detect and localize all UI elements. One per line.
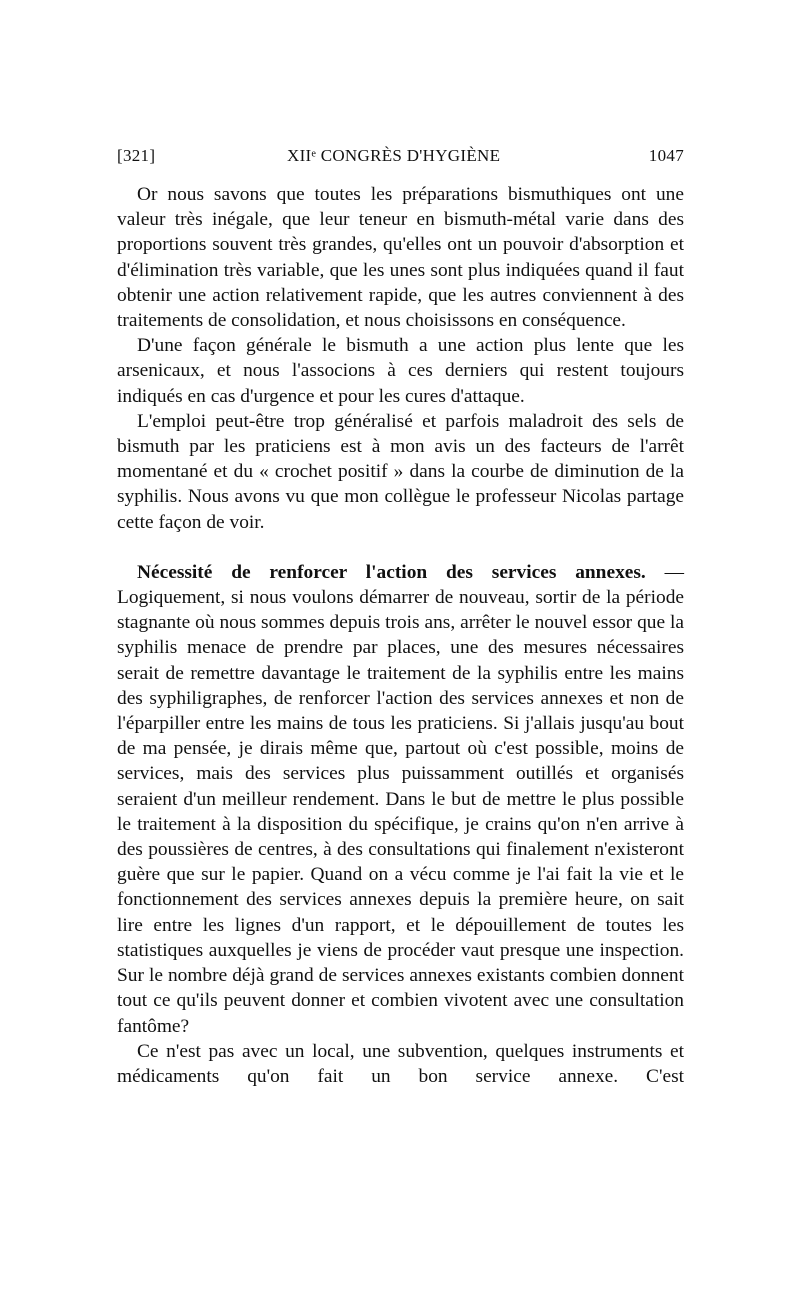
paragraph: D'une façon générale le bismuth a une action plus lente que les arsenicaux, et nous l'associons à ces derniers qui restent toujours indiqués en cas d'urgence et pour les cures d'attaque. xyxy=(117,335,684,407)
section-paragraph xyxy=(117,560,684,1039)
section-heading: Nécessité de renforcer l'action des services annexes. xyxy=(137,561,646,583)
page-reference: [321] xyxy=(117,146,156,165)
section-text: — Logiquement, si nous voulons démarrer de nouveau, sortir de la période stagnante où nous sommes depuis trois ans, arrêter le nouvel essor que la syphilis menace de prendre par places, une des mesures nécessaires serait de remettre davantage le traitement de la syphilis entre les mains des syphiligraphes, de renforcer l'action des services annexes et non de l'éparpiller entre les mains de tous les praticiens. Si j'allais jusqu'au bout de ma pensée, je dirais même que, partout où c'est possible, moins de services, mais des services plus puissamment outillés et organisés seraient d'un meilleur rendement. Dans le but de mettre le plus possible le traitement à la disposition du spécifique, je crains qu'on n'en arrive à des poussières de centres, à des consultations qui finalement n'existeront guère que sur le papier. Quand on a vécu comme je l'ai fait la vie et le fonctionnement des services annexes depuis la première heure, on sait lire entre les lignes d'un rapport, et le dépouillement de toutes les statistiques auxquelles je viens de procéder vaut presque une inspection. Sur le nombre déjà grand de services annexes existants combien donnent tout ce qu'ils peuvent donner et combien vivotent avec une consultation fantôme? xyxy=(117,561,684,1037)
page-number: 1047 xyxy=(648,146,684,165)
running-title: XIIᵉ CONGRÈS D'HYGIÈNE xyxy=(287,146,501,165)
paragraph: Or nous savons que toutes les préparations bismuthiques ont une valeur très inégale, que leur teneur en bismuth-métal varie dans des proportions souvent très grandes, qu'elles ont un pouvoir d'absorption et d'élimination très variable, que les unes sont plus indiquées quand il faut obtenir une action relativement rapide, que les autres conviennent à des traitements de consolidation, et nous choisissons en conséquence. xyxy=(117,184,684,332)
paragraph: Ce n'est pas avec un local, une subvention, quelques instruments et médicaments qu'on fait un bon service annexe. C'est xyxy=(117,1040,684,1087)
running-header xyxy=(117,146,684,170)
paragraph: L'emploi peut-être trop généralisé et parfois maladroit des sels de bismuth par les praticiens est à mon avis un des facteurs de l'arrêt momentané et du « crochet positif » dans la courbe de diminution de la syphilis. Nous avons vu que mon collègue le professeur Nicolas partage cette façon de voir. xyxy=(117,410,684,533)
body-text xyxy=(117,182,684,1089)
